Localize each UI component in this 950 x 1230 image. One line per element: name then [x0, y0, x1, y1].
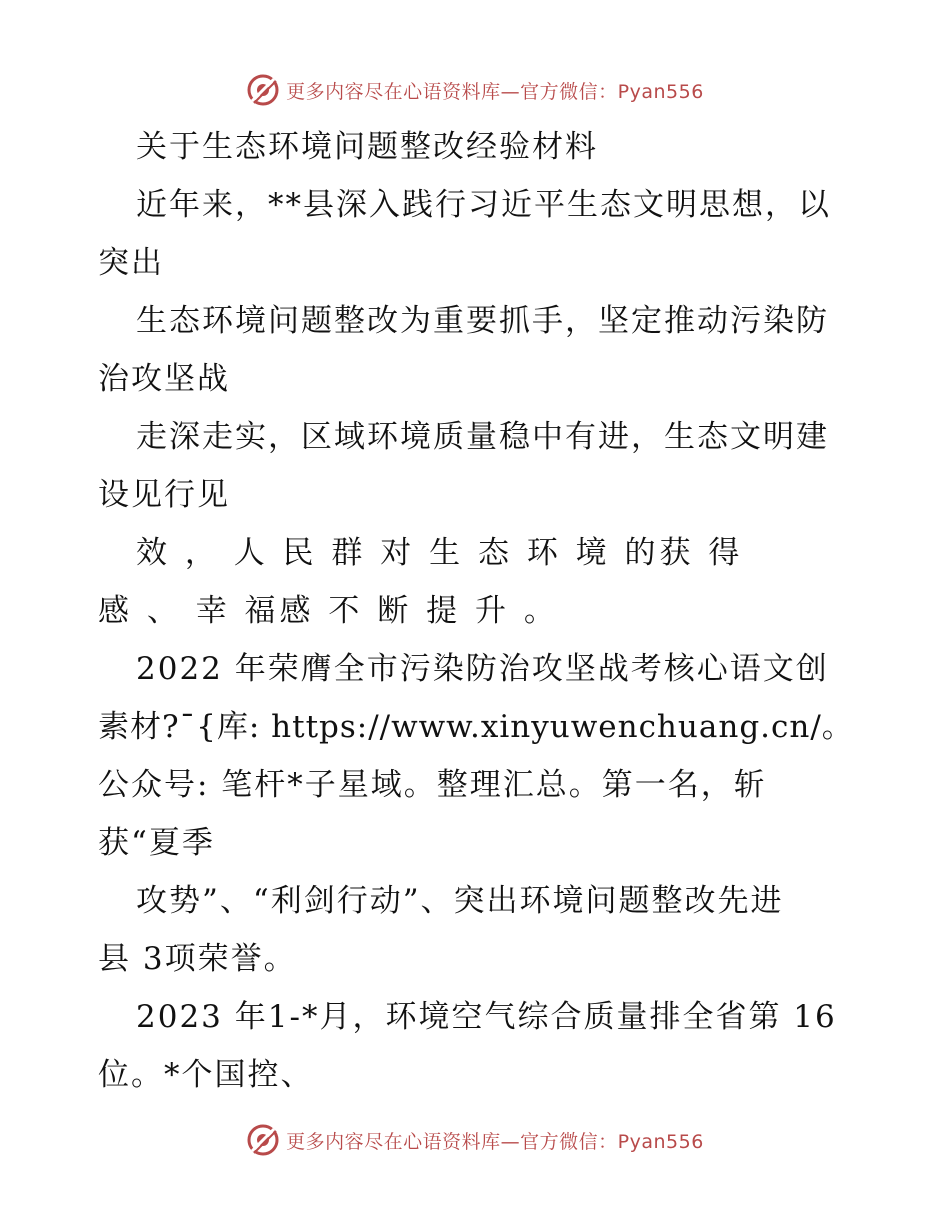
document-body [98, 118, 858, 1104]
watermark-footer [0, 1120, 950, 1160]
paragraph-line: 效 ， 人 民 群 对 生 态 环 境 的获 得 [136, 535, 744, 571]
watermark-header [0, 70, 950, 110]
paragraph-line: 走深走实，区域环境质量稳中有进，生态文明建 [136, 419, 829, 455]
doc-title: 关于生态环境问题整改经验材料 [136, 129, 598, 165]
paragraph-line: 设见行见 [98, 477, 230, 513]
paragraph-line: 获“夏季 [98, 825, 215, 861]
paragraph-line: 感 、 幸 福感 不 断 提 升 。 [98, 593, 559, 629]
logo-icon [246, 73, 280, 107]
paragraph-line: 位。*个国控、 [98, 1057, 314, 1093]
logo-icon [246, 1123, 280, 1157]
paragraph-line: 突出 [98, 245, 164, 281]
paragraph-line: 近年来，**县深入践行习近平生态文明思想，以 [136, 187, 831, 223]
watermark-text: 更多内容尽在心语资料库—官方微信：Pyan556 [286, 1130, 704, 1153]
paragraph-line: 公众号: 笔杆*子星域。整理汇总。第一名，斩 [98, 767, 767, 803]
paragraph-line: 县 3项荣誉。 [98, 941, 297, 977]
paragraph-line: 素材?¯{库: https://www.xinyuwenchuang.cn/。 [98, 709, 854, 745]
paragraph-line: 2023 年1-*月，环境空气综合质量排全省第 16 [136, 999, 837, 1035]
paragraph-line: 攻势”、“利剑行动”、突出环境问题整改先进 [136, 883, 784, 919]
watermark-text: 更多内容尽在心语资料库—官方微信：Pyan556 [286, 80, 704, 103]
paragraph-line: 生态环境问题整改为重要抓手，坚定推动污染防 [136, 303, 829, 339]
paragraph-line: 治攻坚战 [98, 361, 230, 397]
paragraph-line: 2022 年荣膺全市污染防治攻坚战考核心语文创 [136, 651, 829, 687]
